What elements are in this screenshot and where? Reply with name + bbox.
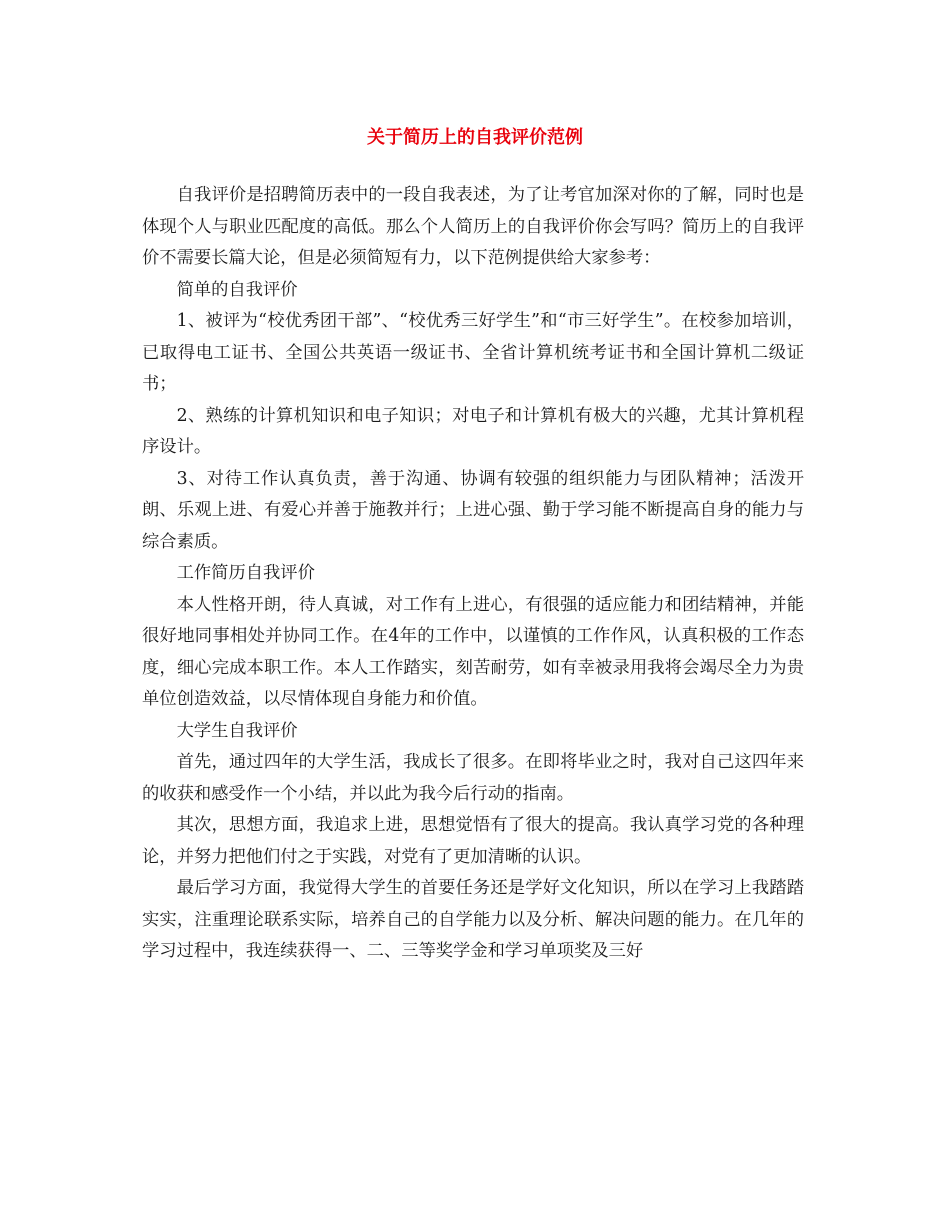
work-paragraph: 本人性格开朗，待人真诚，对工作有上进心，有很强的适应能力和团结精神，并能很好地同事相处并协同工作。在4年的工作中，以谨慎的工作作风，认真积极的工作态度，细心完成本职工作。本人工作踏实，刻苦耐劳，如有幸被录用我将会竭尽全力为贵单位创造效益，以尽情体现自身能力和价值。 xyxy=(142,594,804,709)
student-paragraph-first: 首先，通过四年的大学生活，我成长了很多。在即将毕业之时，我对自己这四年来的收获和感受作一个小结，并以此为我今后行动的指南。 xyxy=(142,752,804,804)
section-heading-work: 工作简历自我评价 xyxy=(176,563,315,583)
list-item-1: 1、被评为“校优秀团干部”、“校优秀三好学生”和“市三好学生”。在校参加培训，已取得电工证书、全国公共英语一级证书、全省计算机统考证书和全国计算机二级证书； xyxy=(142,311,804,394)
section-heading-student: 大学生自我评价 xyxy=(176,720,298,741)
student-paragraph-second: 其次，思想方面，我追求上进，思想觉悟有了很大的提高。我认真学习党的各种理论，并努力把他们付之于实践，对党有了更加清晰的认识。 xyxy=(142,815,804,867)
section-heading-simple: 简单的自我评价 xyxy=(176,279,298,300)
intro-paragraph: 自我评价是招聘简历表中的一段自我表述，为了让考官加深对你的了解，同时也是体现个人与职业匹配度的高低。那么个人简历上的自我评价你会写吗？简历上的自我评价不需要长篇大论，但是必须简短有力，以下范例提供给大家参考： xyxy=(142,185,804,268)
document-body xyxy=(142,180,804,968)
student-paragraph-last: 最后学习方面，我觉得大学生的首要任务还是学好文化知识，所以在学习上我踏踏实实，注重理论联系实际，培养自己的自学能力以及分析、解决问题的能力。在几年的学习过程中，我连续获得一、二、三等奖学金和学习单项奖及三好 xyxy=(142,878,804,961)
page-title: 关于简历上的自我评价范例 xyxy=(367,127,583,148)
list-item-3: 3、对待工作认真负责，善于沟通、协调有较强的组织能力与团队精神；活泼开朗、乐观上进、有爱心并善于施教并行；上进心强、勤于学习能不断提高自身的能力与综合素质。 xyxy=(142,468,804,552)
list-item-2: 2、熟练的计算机知识和电子知识；对电子和计算机有极大的兴趣，尤其计算机程序设计。 xyxy=(142,405,804,457)
